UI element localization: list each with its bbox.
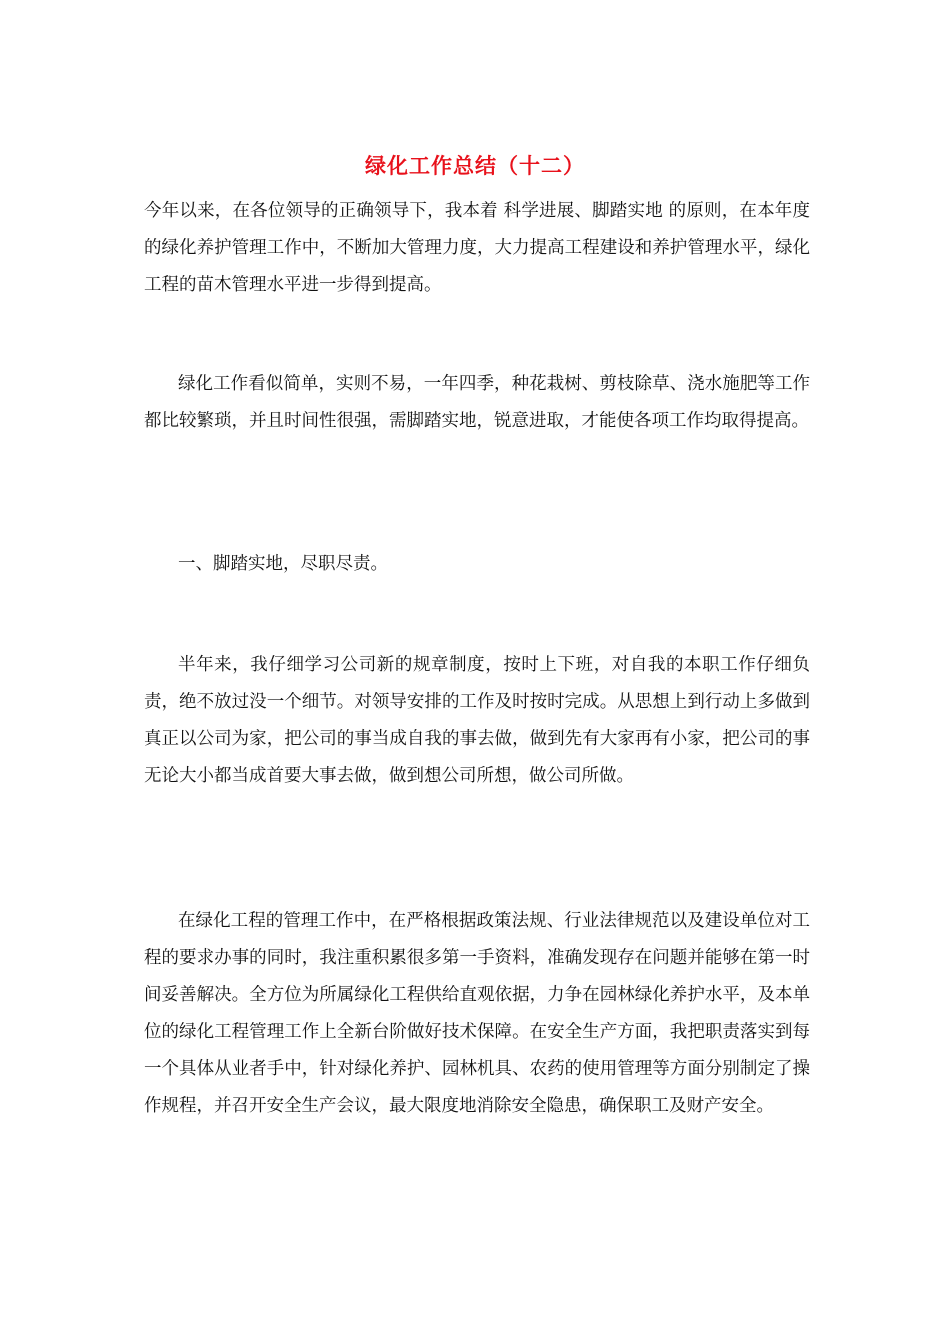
section-heading-1: 一、脚踏实地，尽职尽责。 [178,554,388,574]
paragraph-management: 在绿化工程的管理工作中，在严格根据政策法规、行业法律规范以及建设单位对工程的要求办事的同时，我注重积累很多第一手资料，准确发现存在问题并能够在第一时间妥善解决。全方位为所属绿化工程供给直观依据，力争在园林绿化养护水平，及本单位的绿化工程管理工作上全新台阶做好技术保障。在安全生产方面，我把职责落实到每一个具体从业者手中，针对绿化养护、园林机具、农药的使用管理等方面分别制定了操作规程，并召开安全生产会议，最大限度地消除安全隐患，确保职工及财产安全。 [144,911,810,1116]
paragraph-intro: 今年以来，在各位领导的正确领导下，我本着 科学进展、脚踏实地 的原则，在本年度的绿化养护管理工作中，不断加大管理力度，大力提高工程建设和养护管理水平，绿化工程的苗木管理水平进一步得到提高。 [144,201,810,295]
document-title: 绿化工作总结（十二） [365,154,585,178]
paragraph-half-year: 半年来，我仔细学习公司新的规章制度，按时上下班，对自我的本职工作仔细负责，绝不放过没一个细节。对领导安排的工作及时按时完成。从思想上到行动上多做到真正以公司为家，把公司的事当成自我的事去做，做到先有大家再有小家，把公司的事无论大小都当成首要大事去做，做到想公司所想，做公司所做。 [144,655,810,786]
paragraph-work-overview: 绿化工作看似简单，实则不易，一年四季，种花栽树、剪枝除草、浇水施肥等工作都比较繁琐，并且时间性很强，需脚踏实地，锐意进取，才能使各项工作均取得提高。 [144,374,810,431]
